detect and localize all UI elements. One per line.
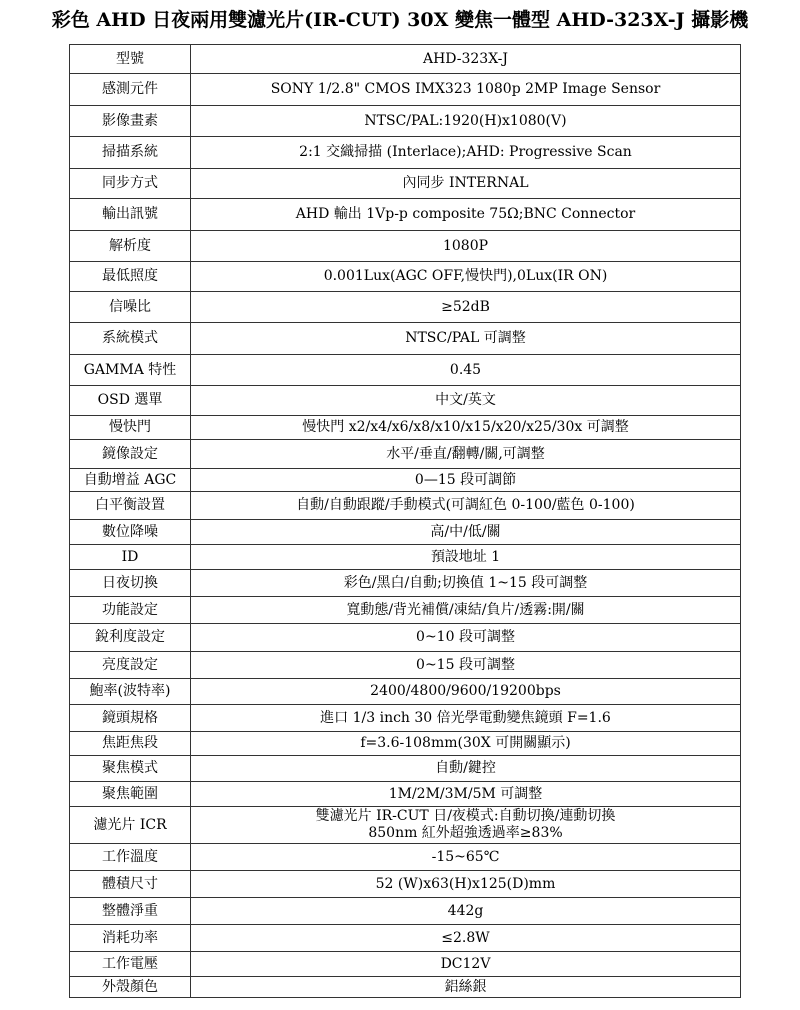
table-row bbox=[70, 137, 741, 169]
table-row bbox=[70, 292, 741, 323]
spec-label: 影像畫素 bbox=[70, 106, 191, 137]
spec-value: NTSC/PAL:1920(H)x1080(V) bbox=[191, 106, 741, 137]
table-row bbox=[70, 952, 741, 977]
spec-value: 彩色/黑白/自動;切換值 1~15 段可調整 bbox=[191, 570, 741, 597]
table-row bbox=[70, 756, 741, 782]
table-row bbox=[70, 597, 741, 624]
spec-label: 外殼顏色 bbox=[70, 977, 191, 998]
spec-label: 日夜切換 bbox=[70, 570, 191, 597]
spec-table bbox=[69, 44, 741, 998]
table-row bbox=[70, 106, 741, 137]
spec-value: 鋁絲銀 bbox=[191, 977, 741, 998]
spec-label: 焦距焦段 bbox=[70, 732, 191, 756]
spec-label: 鏡像設定 bbox=[70, 440, 191, 469]
spec-label: 亮度設定 bbox=[70, 652, 191, 679]
spec-value: 高/中/低/關 bbox=[191, 520, 741, 545]
spec-label: 體積尺寸 bbox=[70, 871, 191, 898]
table-row bbox=[70, 545, 741, 570]
spec-value: 2400/4800/9600/19200bps bbox=[191, 679, 741, 705]
spec-value: 內同步 INTERNAL bbox=[191, 169, 741, 199]
spec-value: -15~65℃ bbox=[191, 844, 741, 871]
spec-label: 感測元件 bbox=[70, 74, 191, 106]
table-row bbox=[70, 440, 741, 469]
spec-value: 0~10 段可調整 bbox=[191, 624, 741, 652]
spec-value: AHD 輸出 1Vp-p composite 75Ω;BNC Connector bbox=[191, 199, 741, 231]
table-row bbox=[70, 705, 741, 732]
spec-label: 工作電壓 bbox=[70, 952, 191, 977]
table-row bbox=[70, 231, 741, 262]
spec-label: 工作溫度 bbox=[70, 844, 191, 871]
spec-label: OSD 選單 bbox=[70, 386, 191, 416]
table-row bbox=[70, 492, 741, 520]
spec-value: 寬動態/背光補償/凍結/負片/透霧:開/關 bbox=[191, 597, 741, 624]
spec-value: 442g bbox=[191, 898, 741, 925]
spec-label: 濾光片 ICR bbox=[70, 807, 191, 844]
spec-label: 功能設定 bbox=[70, 597, 191, 624]
spec-value: 0.001Lux(AGC OFF,慢快門),0Lux(IR ON) bbox=[191, 262, 741, 292]
spec-label: 銳利度設定 bbox=[70, 624, 191, 652]
spec-label: ID bbox=[70, 545, 191, 570]
spec-label: 整體淨重 bbox=[70, 898, 191, 925]
spec-label: 慢快門 bbox=[70, 416, 191, 440]
table-row bbox=[70, 652, 741, 679]
table-row bbox=[70, 898, 741, 925]
table-row bbox=[70, 262, 741, 292]
spec-label: 數位降噪 bbox=[70, 520, 191, 545]
spec-value: 2:1 交織掃描 (Interlace);AHD: Progressive Scan bbox=[191, 137, 741, 169]
table-row bbox=[70, 925, 741, 952]
spec-value: 預設地址 1 bbox=[191, 545, 741, 570]
spec-value: 0.45 bbox=[191, 355, 741, 386]
spec-value: 52 (W)x63(H)x125(D)mm bbox=[191, 871, 741, 898]
spec-label: 最低照度 bbox=[70, 262, 191, 292]
spec-value-line: 850nm 紅外超強透過率≥83% bbox=[368, 825, 563, 841]
spec-value: 中文/英文 bbox=[191, 386, 741, 416]
table-row bbox=[70, 355, 741, 386]
spec-label: 鏡頭規格 bbox=[70, 705, 191, 732]
spec-label: 解析度 bbox=[70, 231, 191, 262]
table-row bbox=[70, 977, 741, 998]
spec-value bbox=[191, 807, 741, 844]
spec-value: ≥52dB bbox=[191, 292, 741, 323]
table-row bbox=[70, 807, 741, 844]
spec-value: 進口 1/3 inch 30 倍光學電動變焦鏡頭 F=1.6 bbox=[191, 705, 741, 732]
spec-value: 自動/鍵控 bbox=[191, 756, 741, 782]
spec-value: 1080P bbox=[191, 231, 741, 262]
table-row bbox=[70, 386, 741, 416]
table-row bbox=[70, 169, 741, 199]
spec-value: 0—15 段可調節 bbox=[191, 469, 741, 492]
table-row bbox=[70, 679, 741, 705]
spec-label: 輸出訊號 bbox=[70, 199, 191, 231]
page-title: 彩色 AHD 日夜兩用雙濾光片(IR-CUT) 30X 變焦一體型 AHD-323X-J 攝影機 bbox=[51, 9, 749, 31]
spec-label: 鮑率(波特率) bbox=[70, 679, 191, 705]
spec-value: 自動/自動跟蹤/手動模式(可調紅色 0-100/藍色 0-100) bbox=[191, 492, 741, 520]
table-row bbox=[70, 844, 741, 871]
table-row bbox=[70, 871, 741, 898]
spec-value: 慢快門 x2/x4/x6/x8/x10/x15/x20/x25/30x 可調整 bbox=[191, 416, 741, 440]
spec-label: 聚焦範圍 bbox=[70, 782, 191, 807]
spec-label: 消耗功率 bbox=[70, 925, 191, 952]
spec-label: GAMMA 特性 bbox=[70, 355, 191, 386]
spec-value: 0~15 段可調整 bbox=[191, 652, 741, 679]
spec-label: 系統模式 bbox=[70, 323, 191, 355]
spec-value: 水平/垂直/翻轉/關,可調整 bbox=[191, 440, 741, 469]
table-row bbox=[70, 45, 741, 74]
table-row bbox=[70, 199, 741, 231]
table-row bbox=[70, 570, 741, 597]
spec-table-body bbox=[70, 45, 741, 998]
table-row bbox=[70, 624, 741, 652]
spec-label: 掃描系統 bbox=[70, 137, 191, 169]
spec-value: NTSC/PAL 可調整 bbox=[191, 323, 741, 355]
spec-value: SONY 1/2.8" CMOS IMX323 1080p 2MP Image Sensor bbox=[191, 74, 741, 106]
spec-value: ≤2.8W bbox=[191, 925, 741, 952]
table-row bbox=[70, 323, 741, 355]
spec-label: 聚焦模式 bbox=[70, 756, 191, 782]
spec-value-line: 雙濾光片 IR-CUT 日/夜模式:自動切換/連動切換 bbox=[315, 808, 616, 824]
spec-value: f=3.6-108mm(30X 可開關顯示) bbox=[191, 732, 741, 756]
spec-label: 型號 bbox=[70, 45, 191, 74]
table-row bbox=[70, 732, 741, 756]
spec-value: DC12V bbox=[191, 952, 741, 977]
spec-label: 自動增益 AGC bbox=[70, 469, 191, 492]
spec-value: AHD-323X-J bbox=[191, 45, 741, 74]
spec-value: 1M/2M/3M/5M 可調整 bbox=[191, 782, 741, 807]
table-row bbox=[70, 782, 741, 807]
spec-label: 同步方式 bbox=[70, 169, 191, 199]
table-row bbox=[70, 74, 741, 106]
table-row bbox=[70, 469, 741, 492]
table-row bbox=[70, 416, 741, 440]
spec-label: 白平衡設置 bbox=[70, 492, 191, 520]
spec-label: 信噪比 bbox=[70, 292, 191, 323]
table-row bbox=[70, 520, 741, 545]
